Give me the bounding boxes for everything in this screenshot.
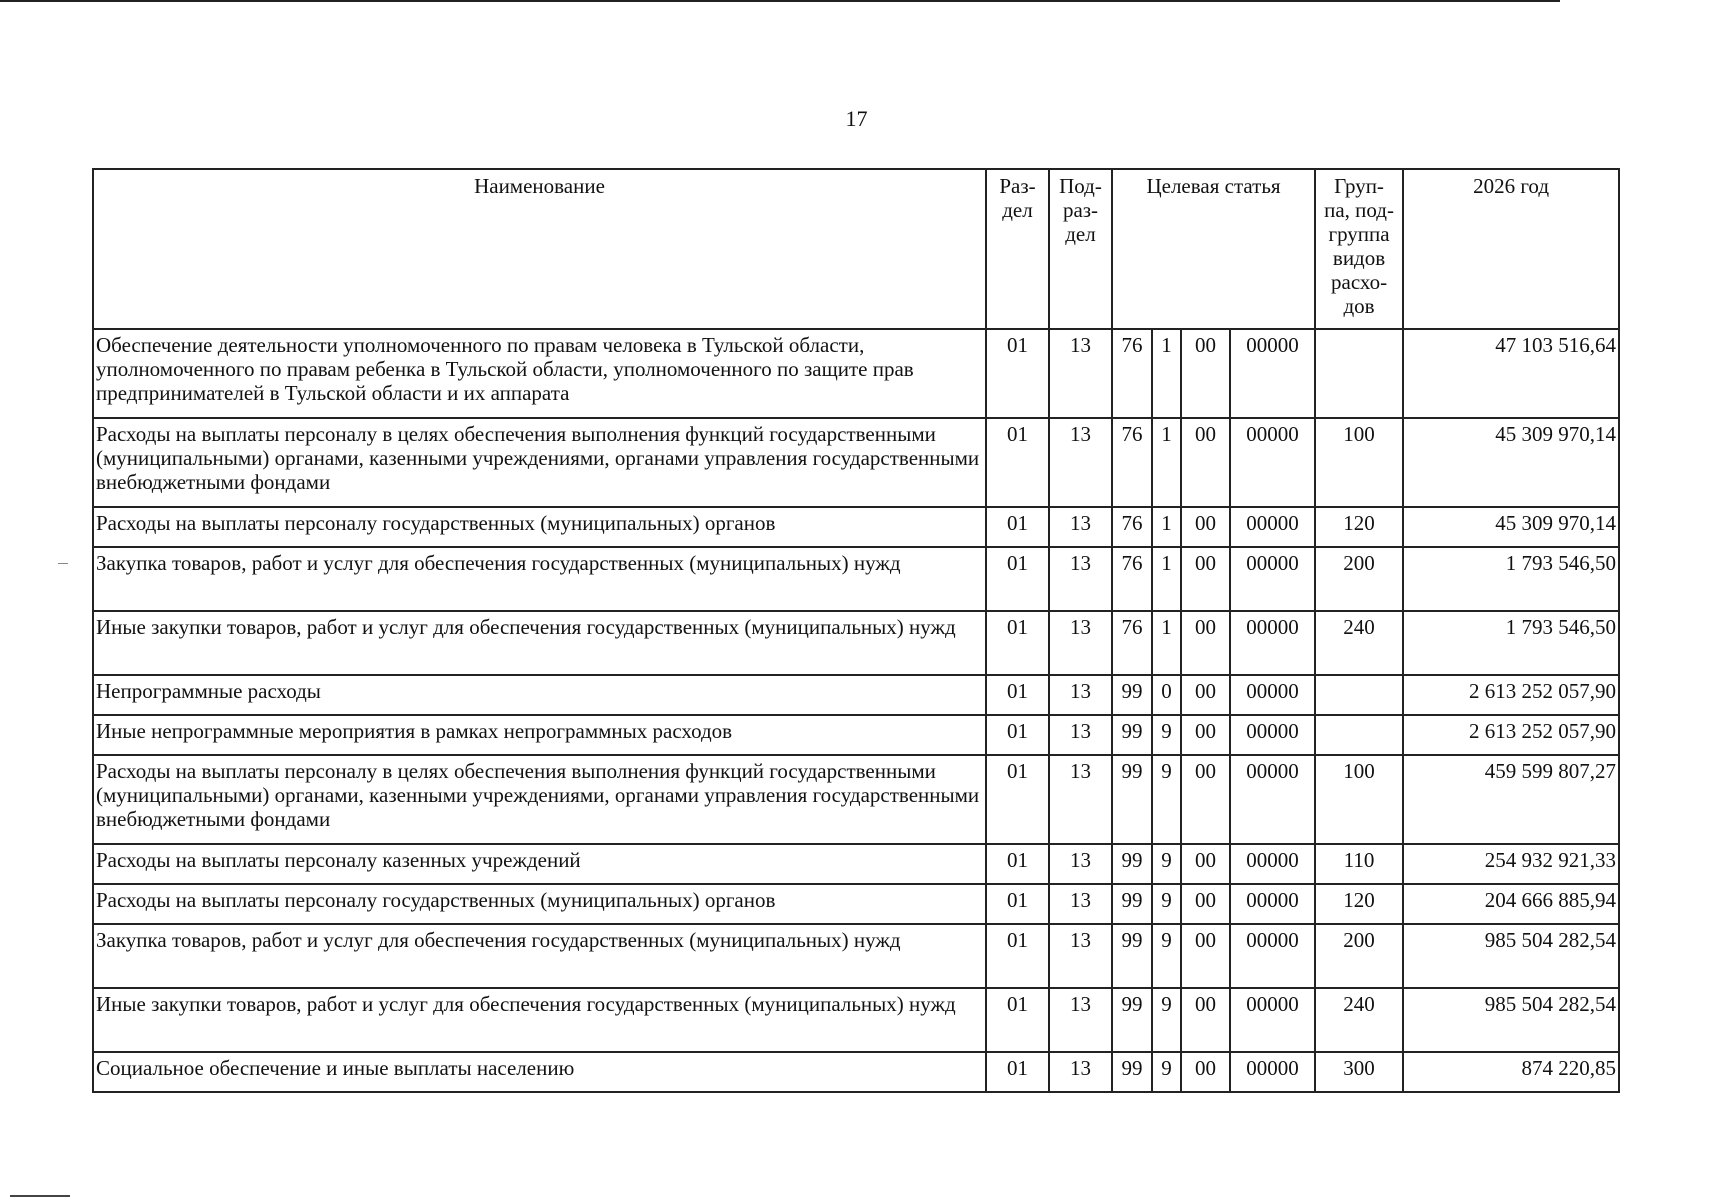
row-target-type: 1 [1152,418,1181,507]
row-target-type: 9 [1152,884,1181,924]
row-subsection: 13 [1049,547,1112,611]
header-name: Наименование [93,169,986,329]
table-row [93,884,1619,924]
row-target-direction: 00000 [1230,329,1315,418]
row-target-event: 00 [1181,611,1230,675]
row-target-type: 1 [1152,329,1181,418]
row-target-direction: 00000 [1230,988,1315,1052]
row-section: 01 [986,329,1049,418]
row-target-program: 99 [1112,924,1152,988]
row-name: Иные закупки товаров, работ и услуг для обеспечения государственных (муниципальных) нужд [93,988,986,1052]
row-expense-group [1315,329,1403,418]
header-section: Раз- дел [986,169,1049,329]
row-target-program: 99 [1112,844,1152,884]
row-target-type: 1 [1152,547,1181,611]
row-target-type: 1 [1152,611,1181,675]
row-target-event: 00 [1181,924,1230,988]
row-expense-group: 110 [1315,844,1403,884]
row-name: Иные закупки товаров, работ и услуг для обеспечения государственных (муниципальных) нужд [93,611,986,675]
row-target-direction: 00000 [1230,675,1315,715]
row-name: Обеспечение деятельности уполномоченного по правам человека в Тульской области, уполномоченного по правам ребенка в Тульской области, уполномоченного по защите прав предпринимателей в Тульской области и их аппарата [93,329,986,418]
table-row [93,755,1619,844]
table-row [93,675,1619,715]
row-name: Расходы на выплаты персоналу государственных (муниципальных) органов [93,884,986,924]
scan-border-bottom [10,1195,70,1197]
row-target-type: 9 [1152,844,1181,884]
row-section: 01 [986,988,1049,1052]
row-amount: 874 220,85 [1403,1052,1619,1092]
row-amount: 1 793 546,50 [1403,611,1619,675]
header-expense-group: Груп- па, под- группа видов расхо- дов [1315,169,1403,329]
row-subsection: 13 [1049,418,1112,507]
row-target-direction: 00000 [1230,884,1315,924]
row-target-direction: 00000 [1230,611,1315,675]
table-header-row [93,169,1619,329]
row-target-program: 99 [1112,1052,1152,1092]
row-expense-group: 100 [1315,418,1403,507]
row-target-direction: 00000 [1230,715,1315,755]
row-target-direction: 00000 [1230,507,1315,547]
row-name: Закупка товаров, работ и услуг для обеспечения государственных (муниципальных) нужд [93,924,986,988]
row-expense-group: 120 [1315,884,1403,924]
table-row [93,844,1619,884]
row-section: 01 [986,547,1049,611]
row-expense-group: 240 [1315,988,1403,1052]
row-name: Расходы на выплаты персоналу государственных (муниципальных) органов [93,507,986,547]
row-section: 01 [986,755,1049,844]
row-subsection: 13 [1049,755,1112,844]
row-subsection: 13 [1049,507,1112,547]
row-target-direction: 00000 [1230,924,1315,988]
header-subsection: Под- раз- дел [1049,169,1112,329]
row-subsection: 13 [1049,884,1112,924]
row-target-event: 00 [1181,988,1230,1052]
row-subsection: 13 [1049,844,1112,884]
row-amount: 2 613 252 057,90 [1403,715,1619,755]
row-section: 01 [986,418,1049,507]
row-amount: 254 932 921,33 [1403,844,1619,884]
row-section: 01 [986,1052,1049,1092]
row-name: Расходы на выплаты персоналу казенных учреждений [93,844,986,884]
row-expense-group: 100 [1315,755,1403,844]
row-subsection: 13 [1049,715,1112,755]
row-expense-group [1315,675,1403,715]
row-expense-group: 300 [1315,1052,1403,1092]
table-row [93,988,1619,1052]
table-row [93,418,1619,507]
table-row [93,547,1619,611]
row-section: 01 [986,884,1049,924]
row-name: Расходы на выплаты персоналу в целях обеспечения выполнения функций государственными (муниципальными) органами, казенными учреждениями, органами управления государственными внебюджетными фондами [93,418,986,507]
row-target-program: 99 [1112,715,1152,755]
row-amount: 45 309 970,14 [1403,418,1619,507]
row-target-direction: 00000 [1230,844,1315,884]
row-target-event: 00 [1181,329,1230,418]
row-target-program: 76 [1112,329,1152,418]
row-expense-group: 200 [1315,547,1403,611]
row-target-direction: 00000 [1230,1052,1315,1092]
table-body [93,329,1619,1092]
row-target-direction: 00000 [1230,418,1315,507]
header-year-2026: 2026 год [1403,169,1619,329]
row-target-type: 0 [1152,675,1181,715]
row-name: Закупка товаров, работ и услуг для обеспечения государственных (муниципальных) нужд [93,547,986,611]
row-section: 01 [986,675,1049,715]
budget-table [92,168,1620,1093]
row-subsection: 13 [1049,611,1112,675]
row-expense-group [1315,715,1403,755]
row-section: 01 [986,715,1049,755]
row-target-type: 9 [1152,924,1181,988]
row-subsection: 13 [1049,988,1112,1052]
row-name: Социальное обеспечение и иные выплаты населению [93,1052,986,1092]
table-row [93,329,1619,418]
row-amount: 1 793 546,50 [1403,547,1619,611]
row-target-program: 99 [1112,755,1152,844]
row-amount: 204 666 885,94 [1403,884,1619,924]
row-expense-group: 200 [1315,924,1403,988]
row-target-program: 99 [1112,988,1152,1052]
header-target-article: Целевая статья [1112,169,1315,329]
row-expense-group: 120 [1315,507,1403,547]
row-target-event: 00 [1181,844,1230,884]
row-subsection: 13 [1049,924,1112,988]
row-target-type: 1 [1152,507,1181,547]
row-section: 01 [986,611,1049,675]
row-target-type: 9 [1152,715,1181,755]
row-target-program: 76 [1112,507,1152,547]
table-row [93,715,1619,755]
row-name: Непрограммные расходы [93,675,986,715]
row-amount: 985 504 282,54 [1403,924,1619,988]
row-amount: 47 103 516,64 [1403,329,1619,418]
row-subsection: 13 [1049,675,1112,715]
row-amount: 2 613 252 057,90 [1403,675,1619,715]
table-row [93,924,1619,988]
scan-mark [58,563,68,564]
row-subsection: 13 [1049,329,1112,418]
row-target-event: 00 [1181,675,1230,715]
row-section: 01 [986,844,1049,884]
row-target-type: 9 [1152,1052,1181,1092]
row-amount: 985 504 282,54 [1403,988,1619,1052]
row-target-type: 9 [1152,988,1181,1052]
row-target-type: 9 [1152,755,1181,844]
row-target-event: 00 [1181,418,1230,507]
row-target-direction: 00000 [1230,755,1315,844]
scan-border-top [0,0,1560,2]
row-name: Расходы на выплаты персоналу в целях обеспечения выполнения функций государственными (муниципальными) органами, казенными учреждениями, органами управления государственными внебюджетными фондами [93,755,986,844]
row-subsection: 13 [1049,1052,1112,1092]
row-target-event: 00 [1181,1052,1230,1092]
row-target-event: 00 [1181,715,1230,755]
row-amount: 459 599 807,27 [1403,755,1619,844]
row-target-direction: 00000 [1230,547,1315,611]
row-expense-group: 240 [1315,611,1403,675]
page-number: 17 [845,106,868,131]
row-target-event: 00 [1181,547,1230,611]
row-name: Иные непрограммные мероприятия в рамках непрограммных расходов [93,715,986,755]
table-row [93,507,1619,547]
row-target-program: 76 [1112,547,1152,611]
table-row [93,1052,1619,1092]
row-target-program: 99 [1112,884,1152,924]
row-target-program: 76 [1112,418,1152,507]
table-row [93,611,1619,675]
row-amount: 45 309 970,14 [1403,507,1619,547]
row-target-program: 76 [1112,611,1152,675]
row-target-event: 00 [1181,507,1230,547]
row-target-event: 00 [1181,884,1230,924]
row-section: 01 [986,507,1049,547]
row-section: 01 [986,924,1049,988]
row-target-event: 00 [1181,755,1230,844]
row-target-program: 99 [1112,675,1152,715]
